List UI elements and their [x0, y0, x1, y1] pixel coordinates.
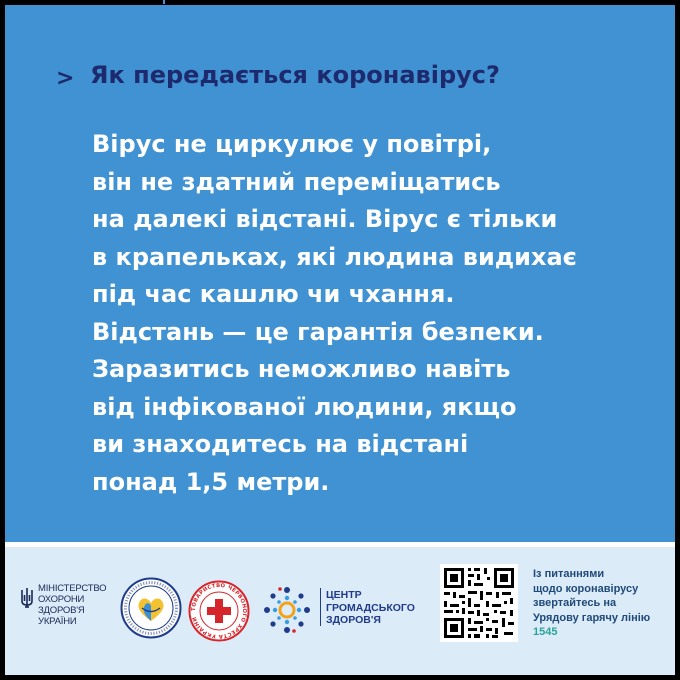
body-line: він не здатний переміщатись [92, 167, 501, 196]
alliance-heart-emblem [120, 577, 182, 639]
question-marker: > [56, 66, 75, 91]
center-line: ЗДОРОВ'Я [326, 614, 381, 626]
info-line: щодо коронавірусу [533, 582, 639, 595]
qr-code-pattern [440, 564, 518, 642]
red-cross-ring-text: ТОВАРИСТВО ЧЕРВОНОГО ХРЕСТА УКРАЇНИ [190, 582, 248, 640]
ministry-line: ЗДОРОВ'Я [38, 605, 85, 616]
question-heading: Як передається коронавірус? [90, 61, 500, 89]
body-text [92, 126, 577, 501]
ministry-line: УКРАЇНИ [38, 616, 77, 627]
ministry-line: ОХОРОНИ [38, 594, 85, 605]
body-line: під час кашлю чи чхання. [92, 280, 455, 308]
hotline-number[interactable]: 1545 [533, 626, 558, 638]
red-cross-emblem [188, 580, 250, 642]
body-line: Вірус не циркулює у повітрі, [92, 130, 492, 158]
qr-code[interactable] [440, 564, 518, 642]
center-divider [320, 588, 321, 626]
body-line: від інфікованої людини, якщо [92, 392, 517, 421]
body-line: ви знаходитесь на відстані [92, 430, 469, 458]
body-line: на далекі відстані. Вірус є тільки [92, 205, 558, 233]
info-line: Із питаннями [533, 568, 605, 580]
body-line: в крапельках, які людина видихає [92, 242, 577, 271]
info-line: Урядову гарячу лінію [533, 611, 651, 624]
center-line: ЦЕНТР [326, 589, 362, 601]
ministry-name [38, 583, 106, 627]
body-line: понад 1,5 метри. [92, 467, 330, 496]
info-line: звертайтесь на [533, 597, 617, 609]
center-name [326, 589, 415, 627]
trident-icon [20, 587, 34, 609]
hotline-info [533, 567, 650, 640]
body-line: Заразитись неможливо навіть [92, 355, 511, 383]
public-health-center-emblem [262, 585, 312, 635]
ministry-logo [20, 583, 110, 639]
body-line: Відстань — це гарантія безпеки. [92, 317, 544, 346]
center-line: ГРОМАДСЬКОГО [326, 601, 415, 614]
ministry-line: МІНІСТЕРСТВО [38, 583, 107, 594]
top-edge-mark [163, 0, 165, 4]
